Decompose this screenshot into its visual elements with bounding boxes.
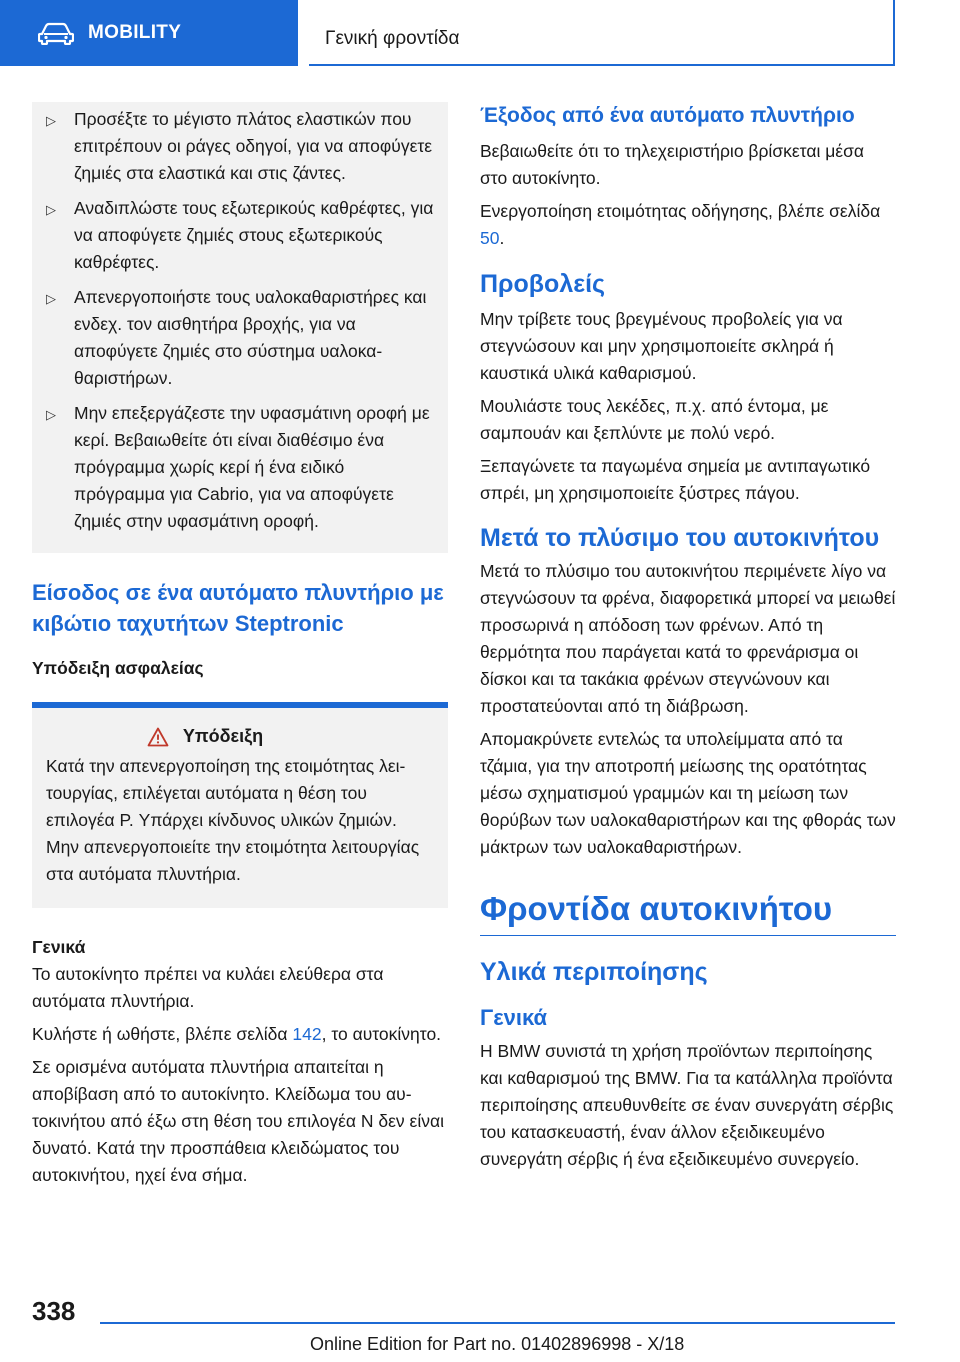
page-number: 338 [32, 1296, 76, 1326]
steptronic-heading: Είσοδος σε ένα αυτόματο πλυντήριο με κιβώτιο ταχυτήτων Steptronic [32, 580, 444, 636]
notice-title: Υπόδειξη [182, 726, 264, 746]
page-link-142[interactable]: 142 [292, 1024, 322, 1044]
after-wash-heading: Μετά το πλύσιμο του αυτοκινήτου [480, 524, 880, 552]
triangle-bullet-icon: ▷ [46, 407, 56, 422]
paragraph: Ξεπαγώνετε τα παγωμένα σημεία με αντιπαγωτικό σπρέι, μη χρησιμοποιείτε ξύστρες πάγου. [480, 456, 871, 503]
footer-divider [100, 1322, 895, 1324]
exit-heading: Έξοδος από ένα αυτόματο πλυντήριο [480, 104, 855, 127]
triangle-bullet-icon: ▷ [46, 113, 56, 128]
paragraph: Το αυτοκίνητο πρέπει να κυλάει ελεύθερα στα αυτόματα πλυντήρια. [32, 964, 384, 1011]
list-item: ▷ Μην επεξεργάζεστε την υφασμάτινη οροφή με κερί. Βεβαιωθείτε ότι είναι διαθέσιμο ένα πρόγραμμα χωρίς κερί ή ένα ειδικό πρόγραμμα για Cabrio, για να αποφύγετε ζημιές στην υφασμάτινη οροφή. [46, 400, 434, 535]
general-heading: Γενικά [32, 937, 86, 957]
paragraph: Μην τρίβετε τους βρεγμένους προβολείς για να στεγνώσουν και μην χρησιμοποιείτε σκληρά ή καυστικά υλικά καθαρισμού. [480, 309, 843, 383]
headlights-heading: Προβολείς [480, 270, 606, 298]
left-column [32, 102, 448, 1195]
safety-heading: Υπόδειξη ασφαλείας [32, 658, 204, 678]
right-column [480, 102, 896, 1179]
general-subheading: Γενικά [480, 1005, 548, 1030]
triangle-bullet-icon: ▷ [46, 291, 56, 306]
list-item: ▷ Αναδιπλώστε τους εξωτερικούς καθρέφτες, για να αποφύγετε ζημιές στους εξωτερικούς καθρέφτες. [46, 195, 434, 276]
section-title: Γενική φροντίδα [309, 0, 895, 66]
footer-edition: Online Edition for Part no. 01402896998 - X/18 [310, 1334, 685, 1354]
list-item: ▷ Προσέξτε το μέγιστο πλάτος ελαστικών που επιτρέπουν οι ράγες οδηγοί, για να αποφύγετε ζημιές στα ελαστικά και στις ζάντες. [46, 106, 434, 187]
paragraph: Η BMW συνιστά τη χρήση προϊόντων περιποίησης και καθαρισμού της BMW. Για τα κατάλληλα προϊόντα περιποίησης απευθυνθείτε σε έναν συνεργάτη σέρβις του κατασκευαστή, έναν άλλον εξειδικευμένο συνεργάτη σέρβις ή ένα εξειδικευμένο συνεργείο. [480, 1041, 894, 1169]
notice-text: Κατά την απενεργοποίηση της ετοιμότητας λειτουργίας, επιλέγεται αυτόματα η θέση του επιλογέα P. Υπάρχει κίνδυνος υλικών ζημιών. Μην απενεργοποιείτε την ετοιμότητα λειτουργίας στα αυτόματα πλυντήρια. [46, 756, 420, 884]
list-item: ▷ Απενεργοποιήστε τους υαλοκαθαριστήρες και ενδεχ. τον αισθητήρα βροχής, για να αποφύγετε ζημιές στο σύστημα υαλοκαθαριστήρων. [46, 284, 434, 392]
paragraph: Σε ορισμένα αυτόματα πλυντήρια απαιτείται η αποβίβαση από το αυτοκίνητο. Κλείδωμα του αυτοκινήτου από έξω στη θέση του επιλογέα N δεν είναι δυνατό. Κατά την προσπάθεια κλειδώματος του αυτοκινήτου, ηχεί ένα σήμα. [32, 1057, 444, 1185]
car-icon [38, 21, 74, 45]
paragraph: Βεβαιωθείτε ότι το τηλεχειριστήριο βρίσκεται μέσα στο αυτοκίνητο. [480, 141, 865, 188]
paragraph: Ενεργοποίηση ετοιμότητας οδήγησης, βλέπε σελίδα 50. [480, 201, 881, 248]
products-heading: Υλικά περιποίησης [480, 958, 708, 986]
paragraph: Μουλιάστε τους λεκέδες, π.χ. από έντομα, με σαμπουάν και ξεπλύντε με πολύ νερό. [480, 396, 829, 443]
brand-label: MOBILITY [88, 22, 182, 43]
tips-box [32, 102, 448, 553]
header-brand [0, 0, 298, 66]
paragraph: Απομακρύνετε εντελώς τα υπολείμματα από τα τζάμια, για την αποτροπή μείωσης της ορατότητας μέσω σχηματισμού γραμμών και τη μείωση των θορύβων των υαλοκαθαριστήρων και της φθοράς των μάκτρων των υαλοκαθαριστήρων. [480, 729, 896, 857]
notice-box [32, 702, 448, 908]
warning-icon [147, 727, 169, 747]
paragraph: Κυλήστε ή ωθήστε, βλέπε σελίδα 142, το αυτοκίνητο. [32, 1024, 442, 1044]
triangle-bullet-icon: ▷ [46, 202, 56, 217]
care-title: Φροντίδα αυτοκινήτου [480, 889, 896, 936]
page-link-50[interactable]: 50 [480, 228, 500, 248]
paragraph: Μετά το πλύσιμο του αυτοκινήτου περιμένετε λίγο να στεγνώσουν τα φρένα, διαφορετικά μπορεί να μειωθεί προσωρινά η απόδοση των φρένων. Από τη θερμότητα που παράγεται κατά το φρενάρισμα οι δίσκοι και τα τακάκια φρένων στεγνώνουν και προστατεύονται από τη διάβρωση. [480, 561, 896, 716]
